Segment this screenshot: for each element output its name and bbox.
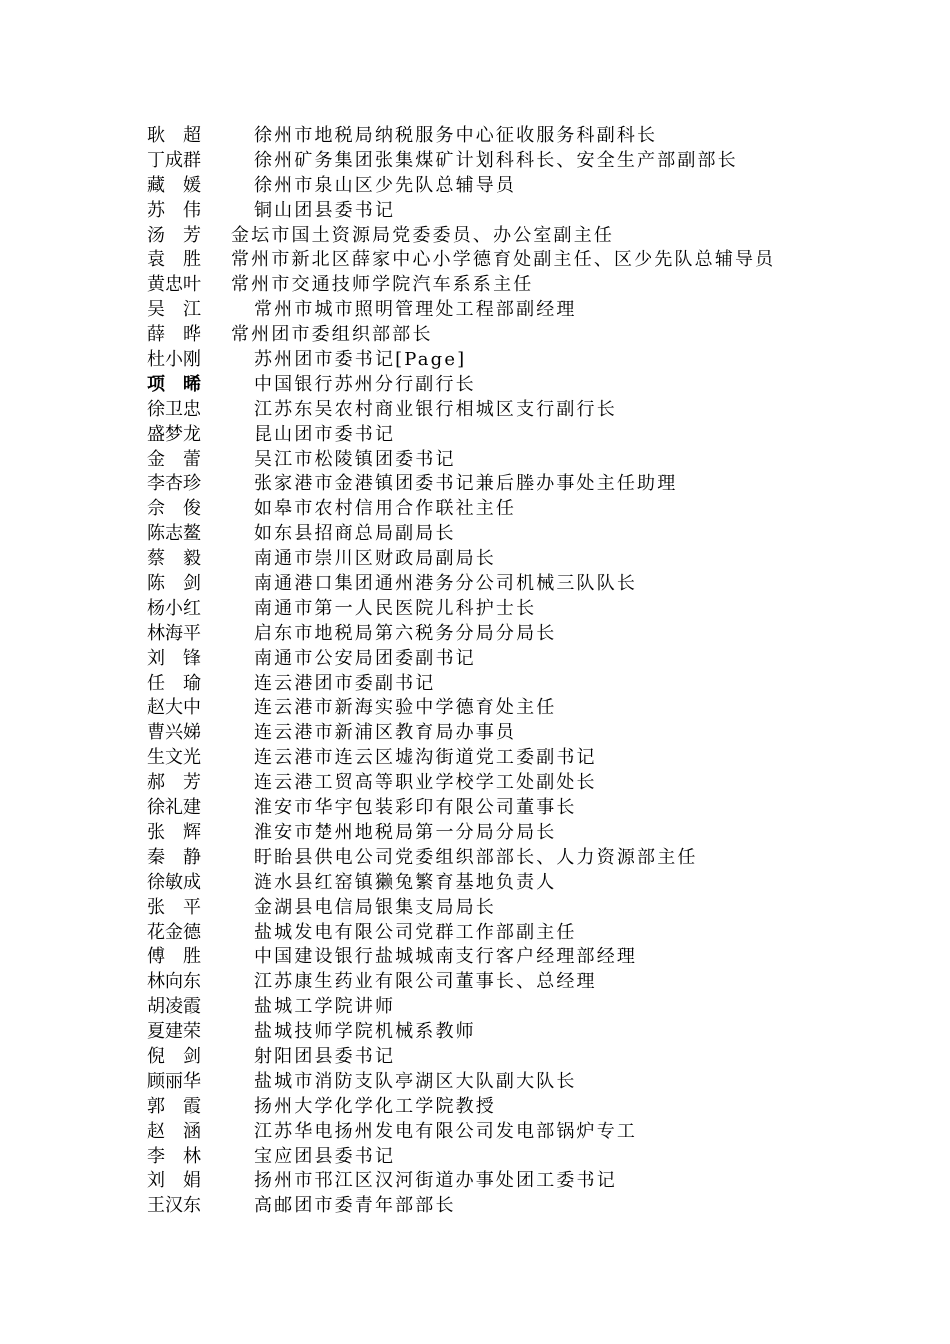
list-item [147, 1070, 847, 1095]
person-name: 林向东 [147, 971, 201, 993]
person-name: 杜小刚 [147, 349, 201, 371]
person-position: 金坛市国土资源局党委委员、办公室副主任 [231, 224, 615, 246]
person-position: 连云港工贸高等职业学校学工处副处长 [254, 772, 597, 794]
list-item [147, 174, 847, 199]
list-item [147, 522, 847, 547]
person-position: 涟水县红窑镇獭兔繁育基地负责人 [254, 871, 557, 893]
person-name: 吴 江 [147, 299, 201, 321]
person-name: 胡凌霞 [147, 996, 201, 1018]
person-position: 扬州大学化学化工学院教授 [254, 1095, 496, 1117]
person-name: 徐敏成 [147, 871, 201, 893]
person-name: 曹兴娣 [147, 722, 201, 744]
list-item [147, 547, 847, 572]
person-name: 陈 剑 [147, 573, 201, 595]
person-name: 林海平 [147, 622, 201, 644]
person-name: 陈志鳌 [147, 523, 201, 545]
person-name: 花金德 [147, 921, 201, 943]
person-name: 蔡 毅 [147, 548, 201, 570]
person-position: 连云港市新浦区教育局办事员 [254, 722, 517, 744]
person-position: 如皋市农村信用合作联社主任 [254, 498, 517, 520]
person-position: 常州市城市照明管理处工程部副经理 [254, 299, 577, 321]
list-item [147, 1145, 847, 1170]
list-item [147, 597, 847, 622]
person-name: 项 晞 [147, 373, 201, 395]
list-item [147, 398, 847, 423]
list-item [147, 821, 847, 846]
list-item [147, 1095, 847, 1120]
person-position: 盐城发电有限公司党群工作部副主任 [254, 921, 577, 943]
person-position: 常州市交通技师学院汽车系系主任 [231, 274, 534, 296]
person-name: 李 林 [147, 1145, 201, 1167]
name-list [147, 124, 847, 1219]
person-name: 夏建荣 [147, 1021, 201, 1043]
person-position: 南通市崇川区财政局副局长 [254, 548, 496, 570]
person-position: 徐州矿务集团张集煤矿计划科科长、安全生产部副部长 [254, 149, 738, 171]
list-item [147, 448, 847, 473]
person-name: 赵 涵 [147, 1120, 201, 1142]
person-position: 淮安市楚州地税局第一分局分局长 [254, 821, 557, 843]
list-item [147, 423, 847, 448]
list-item [147, 746, 847, 771]
person-name: 刘 锋 [147, 647, 201, 669]
list-item [147, 696, 847, 721]
person-name: 生文光 [147, 747, 201, 769]
person-name: 薛 晔 [147, 324, 201, 346]
person-name: 李杏珍 [147, 473, 201, 495]
person-position: 金湖县电信局银集支局局长 [254, 896, 496, 918]
person-position: 中国建设银行盐城城南支行客户经理部经理 [254, 946, 638, 968]
list-item [147, 273, 847, 298]
person-position: 铜山团县委书记 [254, 199, 396, 221]
list-item [147, 572, 847, 597]
person-position: 江苏东吴农村商业银行相城区支行副行长 [254, 398, 617, 420]
person-name: 杨小红 [147, 597, 201, 619]
person-name: 耿 超 [147, 125, 201, 146]
list-item [147, 846, 847, 871]
person-position: 盱眙县供电公司党委组织部部长、人力资源部主任 [254, 846, 698, 868]
person-name: 张 平 [147, 896, 201, 918]
person-position: 常州市新北区薛家中心小学德育处副主任、区少先队总辅导员 [231, 249, 776, 271]
person-name: 赵大中 [147, 697, 201, 719]
person-name: 张 辉 [147, 821, 201, 843]
person-position: 连云港市新海实验中学德育处主任 [254, 697, 557, 719]
list-item [147, 622, 847, 647]
person-name: 刘 娟 [147, 1170, 201, 1192]
list-item [147, 921, 847, 946]
person-position: 连云港团市委副书记 [254, 672, 436, 694]
person-position: 高邮团市委青年部部长 [254, 1195, 456, 1217]
list-item [147, 672, 847, 697]
list-item [147, 970, 847, 995]
person-name: 徐卫忠 [147, 398, 201, 420]
person-position: 淮安市华宇包装彩印有限公司董事长 [254, 797, 577, 819]
person-position: 徐州市地税局纳税服务中心征收服务科副科长 [254, 125, 658, 146]
list-item [147, 199, 847, 224]
person-name: 郝 芳 [147, 772, 201, 794]
list-item [147, 871, 847, 896]
person-position: 江苏华电扬州发电有限公司发电部锅炉专工 [254, 1120, 638, 1142]
person-name: 傅 胜 [147, 946, 201, 968]
list-item [147, 896, 847, 921]
person-position: 如东县招商总局副局长 [254, 523, 456, 545]
list-item [147, 149, 847, 174]
list-item [147, 323, 847, 348]
list-item [147, 1194, 847, 1219]
person-name: 汤 芳 [147, 224, 201, 246]
list-item [147, 796, 847, 821]
list-item [147, 348, 847, 373]
list-item [147, 497, 847, 522]
list-item [147, 1169, 847, 1194]
person-name: 倪 剑 [147, 1045, 201, 1067]
person-position: 南通市公安局团委副书记 [254, 647, 476, 669]
list-item [147, 771, 847, 796]
list-item [147, 647, 847, 672]
list-item [147, 298, 847, 323]
person-position: 盐城工学院讲师 [254, 996, 396, 1018]
person-position: 苏州团市委书记[Page] [254, 349, 467, 371]
person-position: 南通市第一人民医院儿科护士长 [254, 597, 537, 619]
person-name: 苏 伟 [147, 199, 201, 221]
person-name: 丁成群 [147, 149, 201, 171]
person-position: 江苏康生药业有限公司董事长、总经理 [254, 971, 597, 993]
person-position: 南通港口集团通州港务分公司机械三队队长 [254, 573, 638, 595]
person-position: 张家港市金港镇团委书记兼后塍办事处主任助理 [254, 473, 678, 495]
list-item [147, 224, 847, 249]
person-name: 藏 媛 [147, 174, 201, 196]
list-item [147, 1045, 847, 1070]
person-name: 秦 静 [147, 846, 201, 868]
person-position: 中国银行苏州分行副行长 [254, 373, 476, 395]
person-position: 连云港市连云区墟沟街道党工委副书记 [254, 747, 597, 769]
person-name: 任 瑜 [147, 672, 201, 694]
person-position: 宝应团县委书记 [254, 1145, 396, 1167]
list-item [147, 721, 847, 746]
list-item [147, 1120, 847, 1145]
person-position: 射阳团县委书记 [254, 1045, 396, 1067]
person-name: 郭 霞 [147, 1095, 201, 1117]
person-position: 昆山团市委书记 [254, 423, 396, 445]
list-item [147, 373, 847, 398]
person-name: 顾丽华 [147, 1070, 201, 1092]
list-item [147, 472, 847, 497]
person-position: 徐州市泉山区少先队总辅导员 [254, 174, 517, 196]
person-position: 盐城市消防支队亭湖区大队副大队长 [254, 1070, 577, 1092]
person-position: 盐城技师学院机械系教师 [254, 1021, 476, 1043]
list-item [147, 248, 847, 273]
person-name: 徐礼建 [147, 797, 201, 819]
person-name: 金 蕾 [147, 448, 201, 470]
person-position: 常州团市委组织部部长 [231, 324, 433, 346]
person-position: 吴江市松陵镇团委书记 [254, 448, 456, 470]
person-name: 袁 胜 [147, 249, 201, 271]
person-position: 扬州市邗江区汉河街道办事处团工委书记 [254, 1170, 617, 1192]
list-item [147, 1020, 847, 1045]
person-name: 佘 俊 [147, 498, 201, 520]
person-position: 启东市地税局第六税务分局分局长 [254, 622, 557, 644]
list-item [147, 995, 847, 1020]
person-name: 盛梦龙 [147, 423, 201, 445]
person-name: 王汉东 [147, 1195, 201, 1217]
person-name: 黄忠叶 [147, 274, 201, 296]
list-item [147, 124, 847, 149]
list-item [147, 945, 847, 970]
